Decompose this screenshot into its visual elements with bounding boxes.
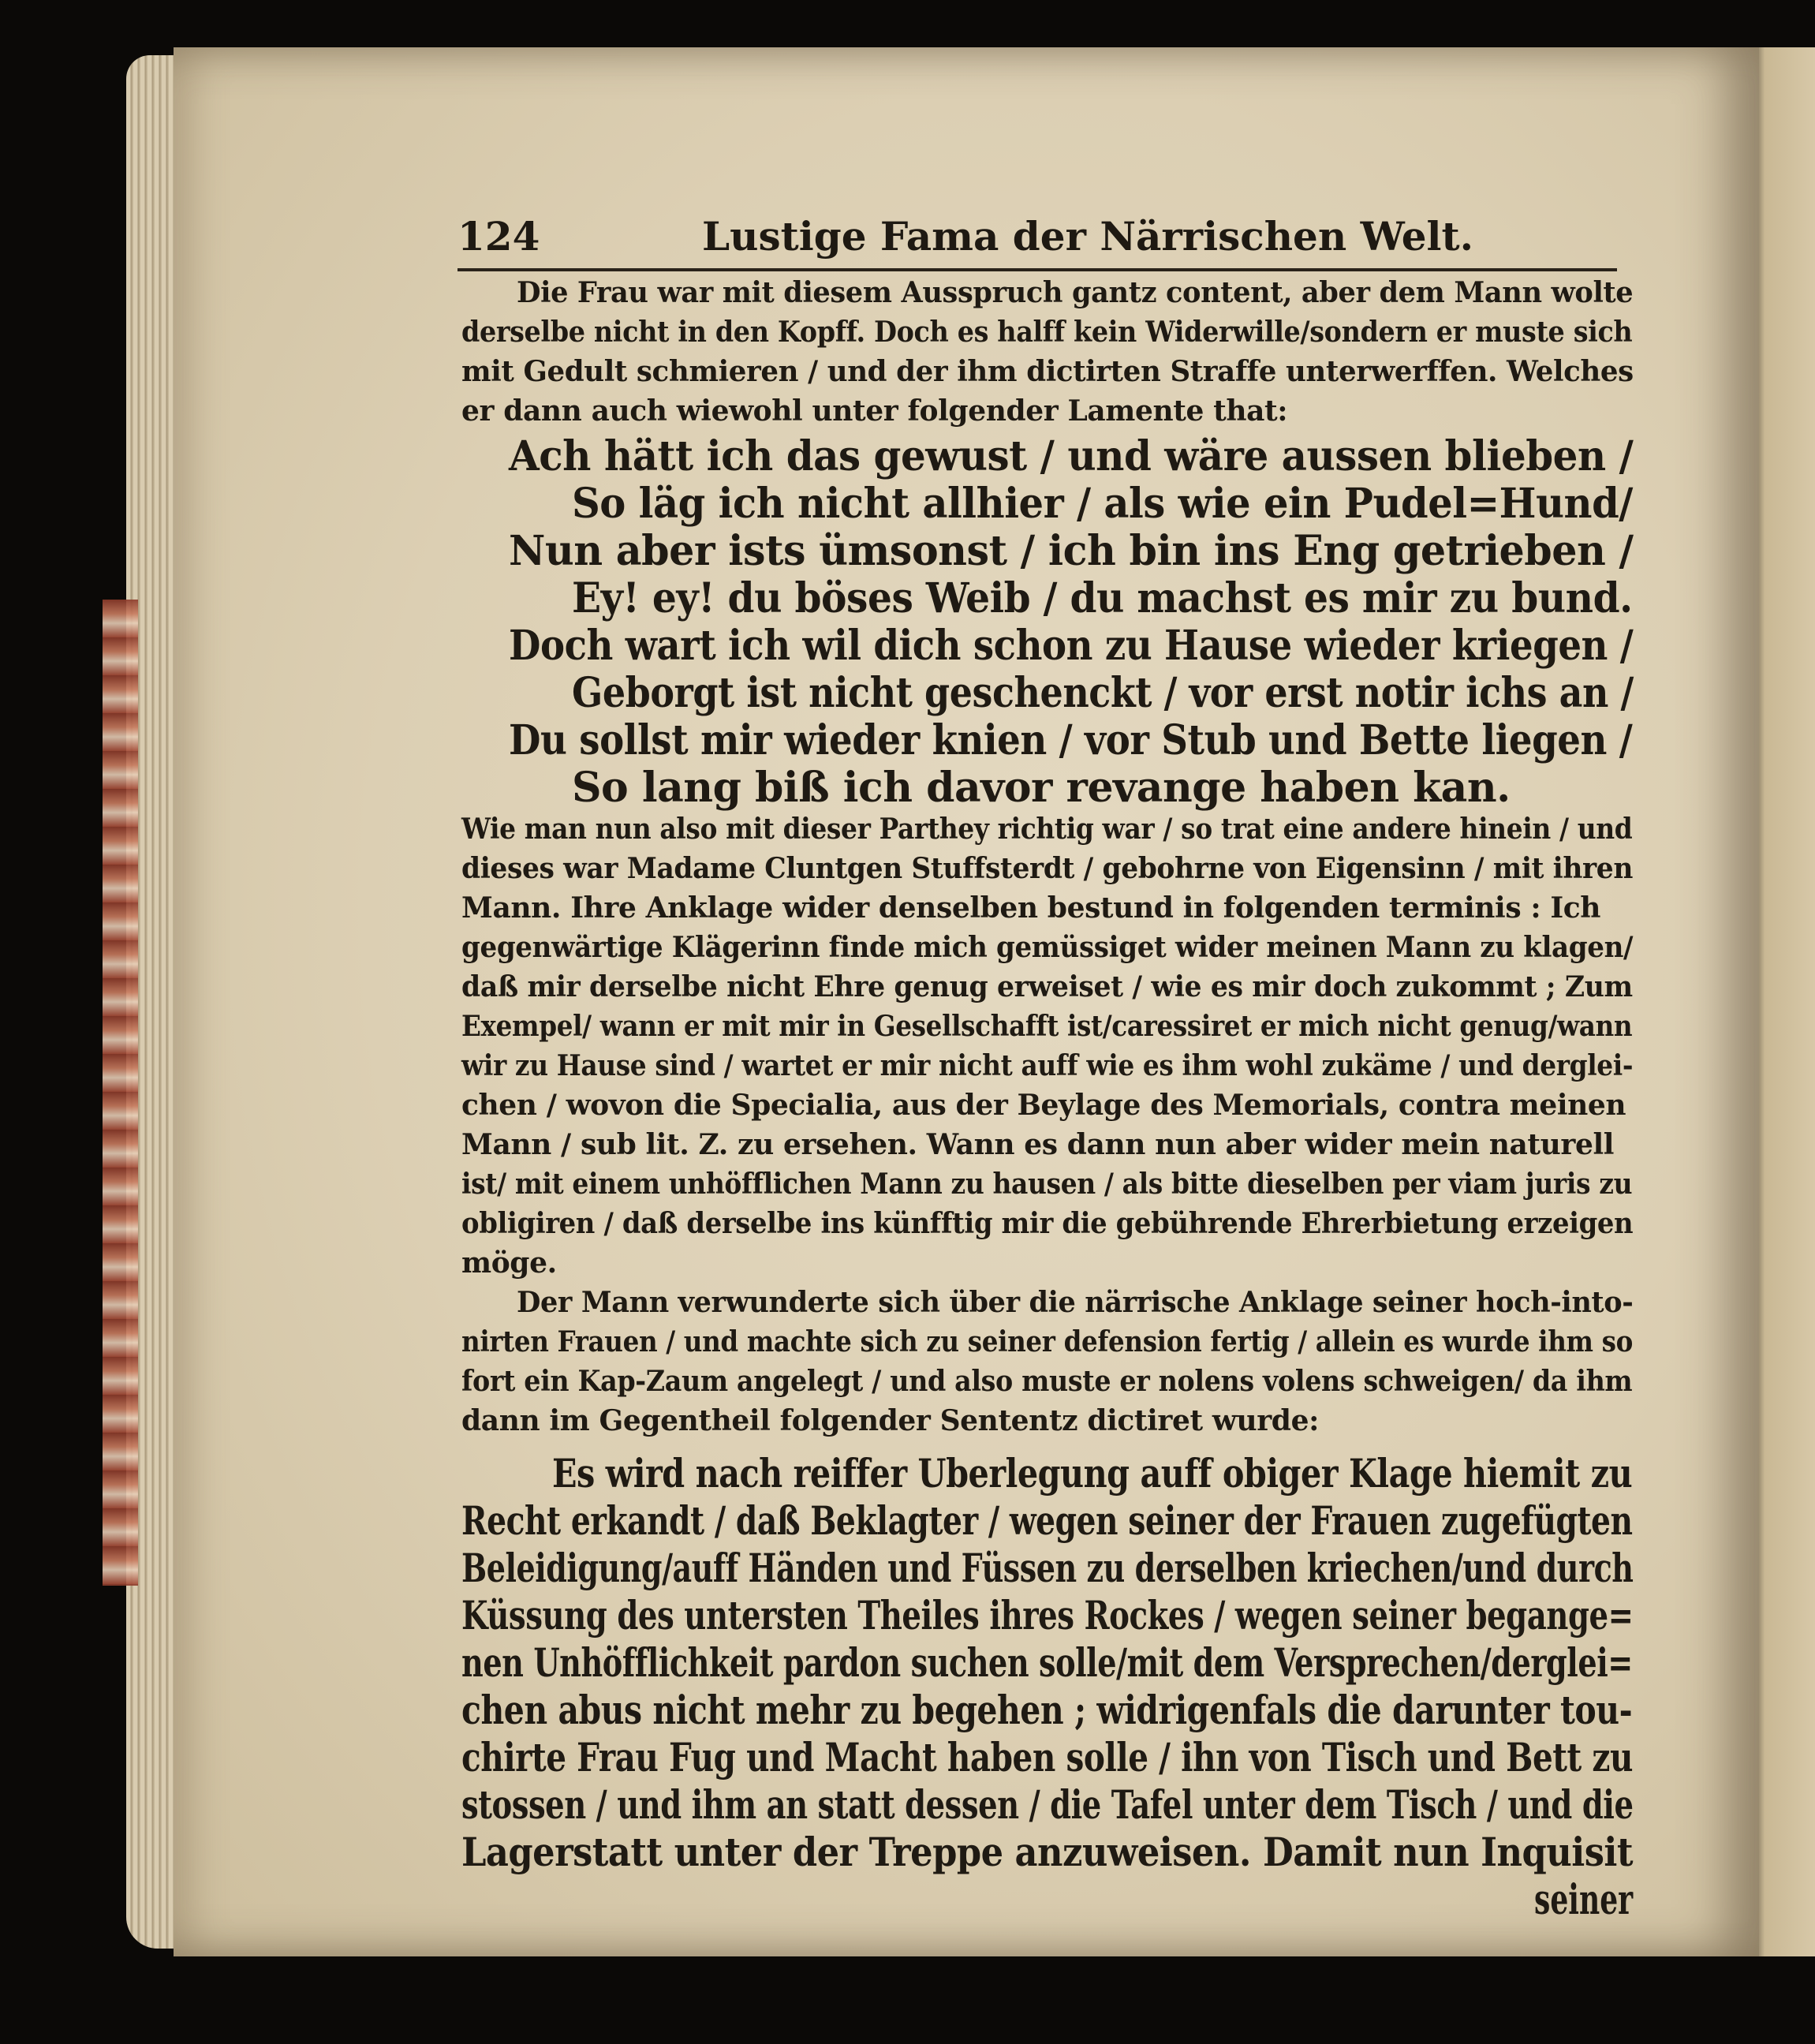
text-line: Exempel/ wann er mit mir in Gesellschafft ist/caressiret er mich nicht genug/wann <box>461 1010 1633 1043</box>
text-line: Mann / sub lit. Z. zu ersehen. Wann es dann nun aber wider mein naturell <box>461 1128 1615 1161</box>
text-line: gegenwärtige Klägerinn finde mich gemüssiget wider meinen Mann zu klagen/ <box>461 931 1634 964</box>
text-line: chen / wovon die Specialia, aus der Beylage des Memorials, contra meinen <box>461 1089 1626 1122</box>
sentence-line: Beleidigung/auff Händen und Füssen zu derselben kriechen/und durch <box>461 1545 1634 1591</box>
page-number: 124 <box>457 213 540 260</box>
poem-line: So lang biß ich davor revange haben kan. <box>572 764 1511 812</box>
text-line: nirten Frauen / und machte sich zu seiner defension fertig / allein es wurde ihm so <box>461 1325 1633 1358</box>
text-line: Wie man nun also mit dieser Parthey richtig war / so trat eine andere hinein / und <box>461 813 1633 846</box>
poem-line: Nun aber ists ümsonst / ich bin ins Eng getrieben / <box>509 527 1634 575</box>
text-line: ist/ mit einem unhöfflichen Mann zu hausen / als bitte dieselben per viam juris zu <box>461 1168 1633 1201</box>
sentence-line: Es wird nach reiffer Uberlegung auff obiger Klage hiemit zu <box>552 1450 1633 1497</box>
poem-line: Ach hätt ich das gewust / und wäre aussen blieben / <box>509 432 1634 480</box>
header-rule <box>457 268 1617 271</box>
poem-line: Du sollst mir wieder knien / vor Stub und Bette liegen / <box>509 716 1633 764</box>
sentence-line: nen Unhöfflichkeit pardon suchen solle/mit dem Versprechen/derglei= <box>461 1639 1633 1686</box>
text-line: möge. <box>461 1246 557 1280</box>
catchword: seiner <box>1534 1876 1634 1924</box>
text-line: dann im Gegentheil folgender Sententz dictiret wurde: <box>461 1404 1319 1437</box>
text-line: obligiren / daß derselbe ins künfftig mir die gebührende Ehrerbietung erzeigen <box>461 1207 1634 1240</box>
sentence-line: Recht erkandt / daß Beklagter / wegen seiner der Frauen zugefügten <box>461 1497 1633 1544</box>
text-line: Mann. Ihre Anklage wider denselben bestund in folgenden terminis : Ich <box>461 891 1601 925</box>
poem-line: Geborgt ist nicht geschenckt / vor erst notir ichs an / <box>572 669 1634 717</box>
sentence-line: Lagerstatt unter der Treppe anzuweisen. Damit nun Inquisit <box>461 1829 1634 1875</box>
text-line: fort ein Kap-Zaum angelegt / und also muste er nolens volens schweigen/ da ihm <box>461 1365 1633 1398</box>
poem-line: Doch wart ich wil dich schon zu Hause wieder kriegen / <box>509 622 1634 670</box>
sentence-line: stossen / und ihm an statt dessen / die Tafel unter dem Tisch / und die <box>461 1781 1634 1828</box>
sentence-line: chen abus nicht mehr zu begehen ; widrigenfals die darunter tou- <box>461 1687 1633 1733</box>
page-header <box>457 213 1625 260</box>
text-line: daß mir derselbe nicht Ehre genug erweiset / wie es mir doch zukommt ; Zum <box>461 970 1633 1003</box>
text-line: derselbe nicht in den Kopff. Doch es halff kein Widerwille/sondern er muste sich <box>461 316 1633 349</box>
running-head: Lustige Fama der Närrischen Welt. <box>702 213 1474 260</box>
marbled-edge-decoration <box>103 600 138 1586</box>
poem-line: So läg ich nicht allhier / als wie ein Pudel=Hund/ <box>572 480 1633 528</box>
text-line: er dann auch wiewohl unter folgender Lamente that: <box>461 394 1288 428</box>
sentence-line: Küssung des untersten Theiles ihres Rockes / wegen seiner begange= <box>461 1592 1634 1639</box>
sentence-line: chirte Frau Fug und Macht haben solle / ihn von Tisch und Bett zu <box>461 1734 1633 1781</box>
text-line: Die Frau war mit diesem Ausspruch gantz content, aber dem Mann wolte <box>517 276 1634 309</box>
text-line: dieses war Madame Cluntgen Stuffsterdt / gebohrne von Eigensinn / mit ihren <box>461 852 1634 885</box>
poem-line: Ey! ey! du böses Weib / du machst es mir zu bund. <box>572 574 1633 622</box>
text-line: wir zu Hause sind / wartet er mir nicht auff wie es ihm wohl zukäme / und derglei- <box>461 1049 1634 1082</box>
text-line: Der Mann verwunderte sich über die närrische Anklage seiner hoch-into- <box>517 1286 1634 1319</box>
text-line: mit Gedult schmieren / und der ihm dictirten Straffe unterwerffen. Welches <box>461 355 1634 388</box>
